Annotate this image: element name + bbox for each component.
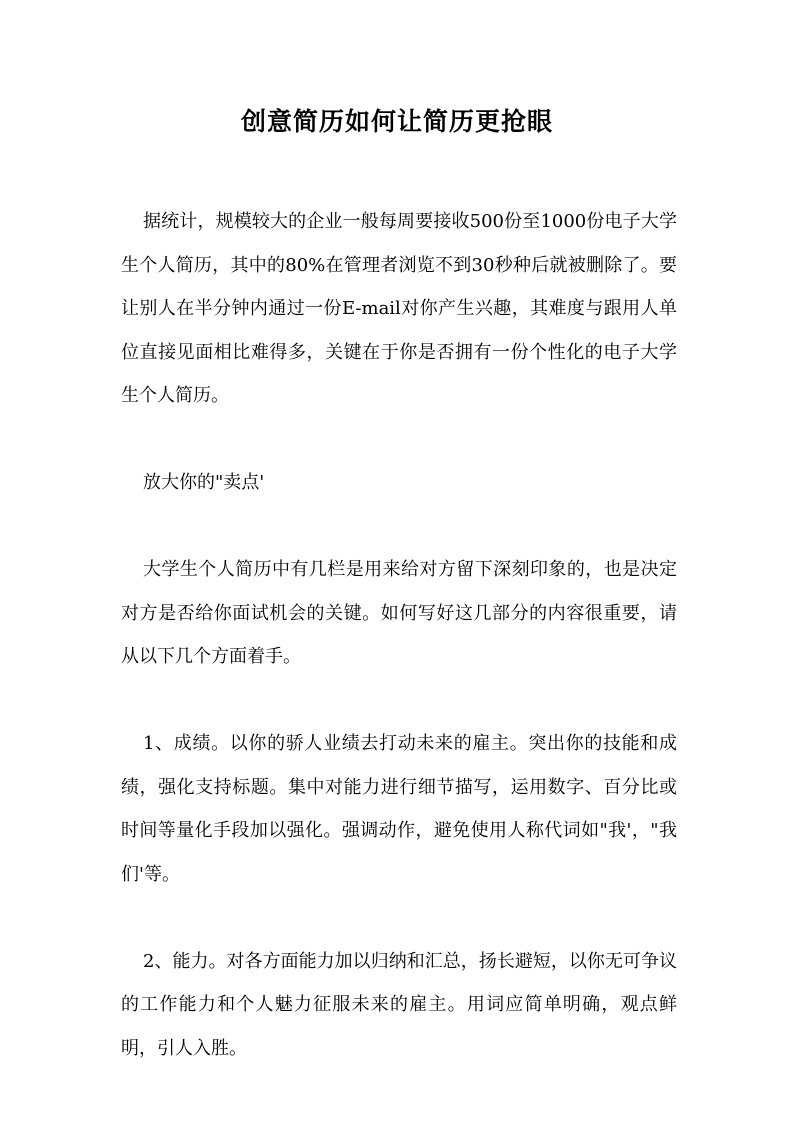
paragraph-point-2-abilities: 2、能力。对各方面能力加以归纳和汇总，扬长避短，以你无可争议的工作能力和个人魅力征服未来的雇主。用词应简单明确，观点鲜明，引人入胜。	[121, 950, 677, 1059]
document-title: 创意简历如何让简历更抢眼	[240, 107, 553, 136]
section-heading-selling-points: 放大你的"卖点'	[143, 472, 265, 493]
paragraph-intro: 据统计，规模较大的企业一般每周要接收500份至1000份电子大学生个人简历，其中的80%在管理者浏览不到30秒种后就被删除了。要让别人在半分钟内通过一份E-mail对你产生兴趣，其难度与跟用人单位直接见面相比难得多，关键在于你是否拥有一份个性化的电子大学生个人简历。	[121, 211, 677, 406]
document-body	[121, 200, 677, 1070]
paragraph-key-sections: 大学生个人简历中有几栏是用来给对方留下深刻印象的，也是决定对方是否给你面试机会的关键。如何写好这几部分的内容很重要，请从以下几个方面着手。	[121, 559, 677, 667]
paragraph-point-1-achievements: 1、成绩。以你的骄人业绩去打动未来的雇主。突出你的技能和成绩，强化支持标题。集中对能力进行细节描写，运用数字、百分比或时间等量化手段加以强化。强调动作，避免使用人称代词如"我'，"我们'等。	[121, 733, 677, 885]
